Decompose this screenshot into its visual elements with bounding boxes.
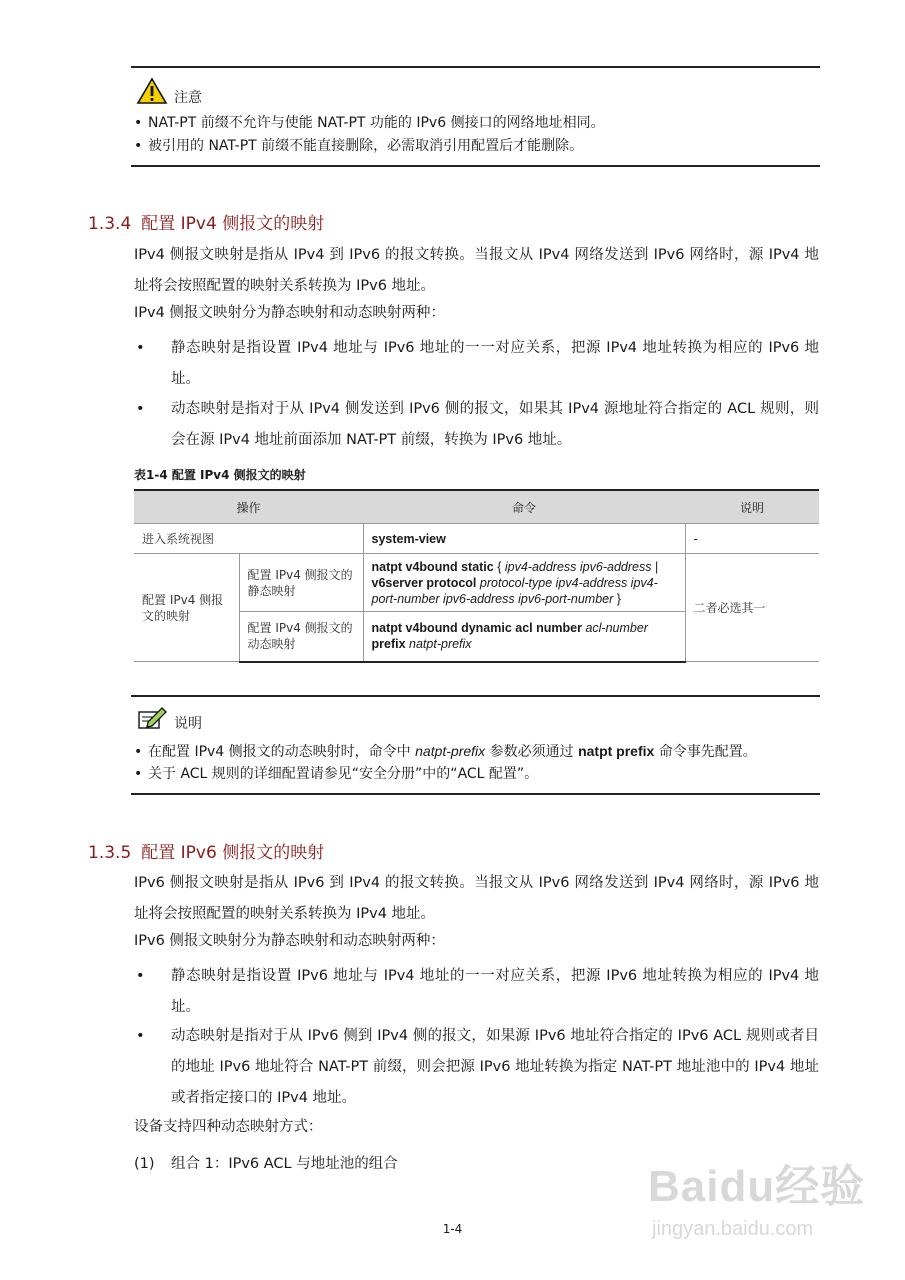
note-pencil-icon	[136, 706, 168, 732]
note-header	[136, 705, 202, 733]
section-1-3-5-paragraph-2: IPv6 侧报文映射分为静态映射和动态映射两种：	[134, 933, 445, 949]
table-caption: 表1-4 配置 IPv4 侧报文的映射	[134, 468, 306, 482]
list-item: • 静态映射是指设置 IPv4 地址与 IPv6 地址的一一对应关系，把源 IPv4 地址转换为相应的 IPv6 地址。	[136, 340, 819, 387]
caution-header	[136, 75, 202, 107]
caution-top-rule	[131, 66, 820, 68]
list-item: • 动态映射是指对于从 IPv6 侧到 IPv4 侧的报文，如果源 IPv6 地址符合指定的 IPv6 ACL 规则或者目的地址 IPv6 地址符合 NAT-PT 前缀，则会把源 IPv6 地址转换为指定 NAT-PT 地址池中的 IPv4 地址或者指定接口的 IPv4 地址。	[136, 1028, 819, 1106]
op-system-view: 进入系统视图	[134, 524, 363, 554]
header-operation: 操作	[134, 490, 363, 524]
section-1-3-4-paragraph-1: IPv4 侧报文映射是指从 IPv4 到 IPv6 的报文转换。当报文从 IPv4 网络发送到 IPv6 网络时，源 IPv4 地址将会按照配置的映射关系转换为 IPv6 地址。	[134, 247, 819, 294]
caution-title: 注意	[174, 90, 202, 106]
section-heading-1-3-4: 1.3.4 配置 IPv4 侧报文的映射	[88, 214, 325, 234]
table-row	[134, 524, 819, 554]
header-description: 说明	[685, 490, 819, 524]
table-row	[134, 554, 819, 612]
list-item: • 动态映射是指对于从 IPv4 侧发送到 IPv6 侧的报文，如果其 IPv4 源地址符合指定的 ACL 规则，则会在源 IPv4 地址前面添加 NAT-PT 前缀，转换为 IPv6 地址。	[136, 401, 819, 448]
section-heading-1-3-5: 1.3.5 配置 IPv6 侧报文的映射	[88, 843, 325, 863]
cmd-static-mapping: natpt v4bound static { ipv4-address ipv6-address | v6server protocol protocol-type ipv4-address ipv4-port-number ipv6-address ipv6-port-number }	[363, 554, 685, 612]
section-1-3-5-paragraph-1: IPv6 侧报文映射是指从 IPv6 到 IPv4 的报文转换。当报文从 IPv6 网络发送到 IPv4 网络时，源 IPv6 地址将会按照配置的映射关系转换为 IPv4 地址。	[134, 875, 819, 922]
warning-icon	[136, 77, 168, 105]
caution-item: • NAT-PT 前缀不允许与使能 NAT-PT 功能的 IPv6 侧接口的网络地址相同。	[134, 115, 605, 131]
list-item: • 静态映射是指设置 IPv6 地址与 IPv4 地址的一一对应关系，把源 IPv6 地址转换为相应的 IPv4 地址。	[136, 968, 819, 1015]
watermark-text: Baidu经验	[648, 1162, 866, 1211]
table-header-row	[134, 490, 819, 524]
config-table	[134, 489, 819, 663]
numbered-item: (1) 组合 1：IPv6 ACL 与地址池的组合	[134, 1156, 398, 1172]
note-choose-one: 二者必选其一	[685, 554, 819, 662]
cmd-dynamic-mapping: natpt v4bound dynamic acl number acl-number prefix natpt-prefix	[363, 612, 685, 662]
watermark-url: jingyan.baidu.com	[652, 1218, 814, 1240]
op-group-ipv4-mapping: 配置 IPv4 侧报文的映射	[134, 554, 239, 662]
op-dynamic-mapping: 配置 IPv4 侧报文的动态映射	[239, 612, 363, 662]
header-command: 命令	[363, 490, 685, 524]
cmd-system-view: system-view	[363, 524, 685, 554]
caution-item: • 被引用的 NAT-PT 前缀不能直接删除，必需取消引用配置后才能删除。	[134, 138, 584, 154]
note-system-view: -	[685, 524, 819, 554]
op-static-mapping: 配置 IPv4 侧报文的静态映射	[239, 554, 363, 612]
note-title: 说明	[174, 716, 202, 732]
note-top-rule	[131, 695, 820, 697]
note-bottom-rule	[131, 793, 820, 795]
page-number: 1-4	[442, 1222, 463, 1236]
caution-bottom-rule	[131, 165, 820, 167]
note-item: • 在配置 IPv4 侧报文的动态映射时，命令中 natpt-prefix 参数必须通过 natpt prefix 命令事先配置。	[134, 743, 757, 760]
section-1-3-4-paragraph-2: IPv4 侧报文映射分为静态映射和动态映射两种：	[134, 305, 445, 321]
section-1-3-5-paragraph-3: 设备支持四种动态映射方式：	[134, 1119, 323, 1135]
note-item: • 关于 ACL 规则的详细配置请参见“安全分册”中的“ACL 配置”。	[134, 766, 539, 782]
